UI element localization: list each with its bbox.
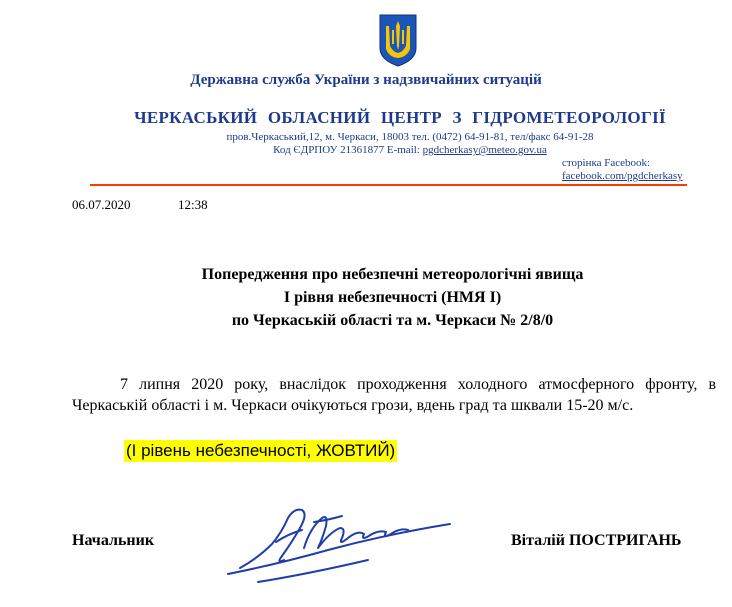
warning-level-title: I рівня небезпечності (НМЯ I): [283, 289, 502, 306]
header-divider: [90, 184, 687, 186]
warning-text: 7 липня 2020 року, внаслідок проходження холодного атмосферного фронту, в Черкаській області і м. Черкаси очікуються грози, вдень град та шквали 15-20 м/с.: [72, 376, 716, 414]
address-line: пров.Черкаський,12, м. Черкаси, 18003 тел. (0472) 64-91-81, тел/факс 64-91-28: [226, 131, 594, 143]
signer-name: Віталій ПОСТРИГАНЬ: [511, 532, 682, 549]
issue-date: 06.07.2020: [72, 197, 131, 212]
warning-title: Попередження про небезпечні метеорологічні явища: [201, 266, 584, 283]
email-link[interactable]: pgdcherkasy@meteo.gov.ua: [422, 144, 547, 156]
position-title: Начальник: [72, 532, 155, 549]
agency-name: Державна служба України з надзвичайних ситуацій: [190, 72, 542, 88]
signature-image: [218, 498, 454, 588]
facebook-label: сторінка Facebook:: [562, 157, 651, 169]
issue-time: 12:38: [178, 197, 208, 212]
warning-region-title: по Черкаській області та м. Черкаси № 2/8/0: [231, 312, 554, 329]
contact-line: [150, 144, 670, 156]
code-label: Код ЄДРПОУ 21361877 E-mail:: [273, 144, 423, 156]
center-name: ЧЕРКАСЬКИЙ ОБЛАСНИЙ ЦЕНТР З ГІДРОМЕТЕОРОЛОГІЇ: [134, 108, 666, 127]
danger-level-highlight: (I рівень небезпечності, ЖОВТИЙ): [126, 441, 396, 460]
facebook-link[interactable]: facebook.com/pgdcherkasy: [562, 170, 683, 182]
ukraine-emblem-icon: [377, 12, 419, 68]
